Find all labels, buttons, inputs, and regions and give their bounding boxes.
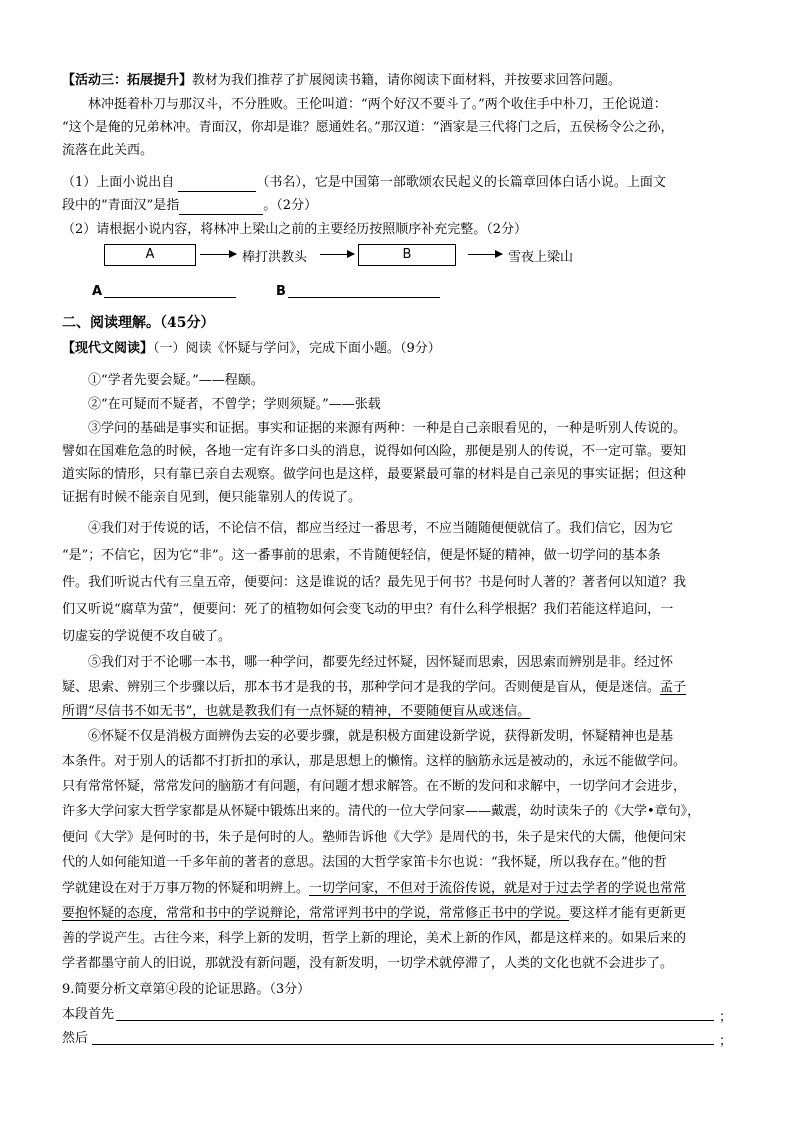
article-para-5-line: [62, 679, 686, 697]
q9-line-1-end: ；: [719, 1010, 733, 1025]
excerpt-line-3: 流落在此关西。: [62, 143, 154, 158]
article-para-4-line: 切虚妄的学说便不攻自破了。: [62, 629, 232, 644]
underlined-text: 一切学问家，不但对于流俗传说，就是对于过去学者的学说也常常: [309, 881, 687, 896]
article-para-2: ②“在可疑而不疑者，不曾学；学则须疑。”——张载: [88, 397, 381, 412]
flow-box-b[interactable]: B: [358, 244, 456, 266]
article-para-6-line: 只有常常怀疑，常常发问的脑筋才有问题，有问题才想求解答。在不断的发问和求解中，一切学问才会进步，: [62, 779, 687, 794]
answer-a-label: A: [92, 284, 103, 299]
answer-b-line[interactable]: [288, 297, 440, 298]
article-para-6-line: 代的人如何能知道一千多年前的著者的意思。法国的大哲学家笛卡尔也说：“我怀疑，所以我存在。”他的哲: [62, 855, 667, 870]
article-para-6-line: 学者都墨守前人的旧说，那就没有新问题，没有新发明，一切学术就停滞了，人类的文化也就不会进步了。: [62, 956, 674, 971]
q9-line-2-label: 然后: [62, 1031, 89, 1046]
reading-intro: （一）阅读《怀疑与学问》，完成下面小题。（9分）: [153, 341, 441, 356]
question-1-line-2: [62, 197, 317, 215]
article-para-3-line: 譬如在国难危急的时候，各地一定有许多口头的消息，说得如何凶险，那便是别人的传说，不一定可靠。要知: [62, 444, 687, 459]
activity-header: 【活动三：拓展提升】: [62, 73, 193, 88]
q9-answer-line-1[interactable]: [116, 1020, 714, 1021]
question-1-line-1: [62, 174, 666, 192]
activity-intro: 教材为我们推荐了扩展阅读书籍，请你阅读下面材料，并按要求回答问题。: [192, 73, 622, 88]
article-para-4-line: 件。我们听说古代有三皇五帝，便要问：这是谁说的话？最先见于何书？书是何时人著的？著者何以知道？我: [62, 575, 687, 590]
article-para-6-text: 学就建设在对于万事万物的怀疑和明辨上。: [62, 881, 310, 896]
article-para-5-text: 疑、思索、辨别三个步骤以后，那本书才是我的书，那种学问才是我的学问。否则便是盲从，便是迷信。: [62, 680, 661, 695]
flow-box-a[interactable]: A: [104, 244, 196, 266]
article-para-4-line: “是”；不信它，因为它“非”。这一番事前的思索，不肯随便轻信，便是怀疑的精神，做一切学问的基本条: [62, 548, 661, 563]
flow-step-4: 雪夜上梁山: [508, 250, 574, 265]
question-2: （2）请根据小说内容，将林冲上梁山之前的主要经历按照顺序补充完整。（2分）: [62, 222, 528, 237]
q9-line-1-label: 本段首先: [62, 1007, 115, 1022]
q1-text-b: （书名），它是中国第一部歌颂农民起义的长篇章回体白话小说。上面文: [256, 175, 666, 190]
underlined-text: 要抱怀疑的态度，常常和书中的学说辩论，常常评判书中的学说，常常修正书中的学说。: [62, 906, 570, 921]
activity-intro-line: [62, 72, 621, 90]
arrow-right-icon: [320, 254, 354, 255]
underlined-text: 孟子: [660, 680, 687, 695]
reading-header-line: [62, 340, 441, 358]
article-para-3-line: ③学问的基础是事实和证据。事实和证据的来源有两种：一种是自己亲眼看见的，一种是听别人传说的。: [88, 421, 687, 436]
q9-answer-line-2[interactable]: [92, 1044, 714, 1045]
excerpt-line-1: 林冲挺着朴刀与那汉斗，不分胜败。王伦叫道：“两个好汉不要斗了。”两个收住手中朴刀，王伦说道：: [88, 97, 667, 112]
excerpt-line-2: “这个是俺的兄弟林冲。青面汉，你却是谁？愿通姓名。”那汉道：“酒家是三代将门之后，五侯杨令公之孙，: [62, 120, 674, 135]
reading-header: 【现代文阅读】: [62, 341, 154, 356]
article-para-6-line: [62, 880, 686, 898]
answer-b-label: B: [276, 284, 286, 299]
q9-line-2-end: ；: [719, 1034, 733, 1049]
article-para-6-line: 善的学说产生。古往今来，科学上新的发明，哲学上新的理论，美术上新的作风，都是这样来的。如果后来的: [62, 931, 687, 946]
arrow-right-icon: [468, 254, 502, 255]
q1-text-c: 段中的“青面汉”是指: [62, 198, 180, 213]
article-para-6-line: [62, 905, 686, 923]
q1-person-blank[interactable]: [179, 201, 263, 215]
article-para-3-line: 道实际的情形，只有靠已亲自去观察。做学问也是这样，最要紧最可靠的材料是自己亲见的事实证据；但这种: [62, 467, 687, 482]
answer-a-line[interactable]: [104, 297, 236, 298]
underlined-text: 所谓“尽信书不如无书”，也就是教我们有一点怀疑的精神，不要随便盲从或迷信。: [62, 704, 531, 719]
q1-text-d: 。（2分）: [263, 198, 318, 213]
article-para-6-line: 许多大学问家大哲学家都是从怀疑中锻炼出来的。清代的一位大学问家——戴震，幼时读朱子的《大学•章句》，: [62, 804, 701, 819]
q1-book-blank[interactable]: [178, 178, 256, 192]
article-para-6-text: 要这样才能有更新更: [569, 906, 687, 921]
article-para-6-line: 便问《大学》是何时的书，朱子是何时的人。塾师告诉他《大学》是周代的书，朱子是宋代的大儒，他便问宋: [62, 830, 687, 845]
article-para-6-line: ⑥怀疑不仅是消极方面辨伪去妄的必要步骤，就是积极方面建设新学说，获得新发明，怀疑精神也是基: [88, 729, 674, 744]
arrow-right-icon: [200, 254, 236, 255]
section-2-title: 二、阅读理解。（45分）: [62, 315, 215, 331]
article-para-5-line: ⑤我们对于不论哪一本书，哪一种学问，都要先经过怀疑，因怀疑而思索，因思索而辨别是非。经过怀: [88, 655, 674, 670]
flow-step-2: 棒打洪教头: [242, 250, 308, 265]
question-9-prompt: 9.简要分析文章第④段的论证思路。（3分）: [62, 982, 311, 997]
article-para-6-line: 本条件。对于别人的话都不打折扣的承认，那是思想上的懒惰。这样的脑筋永远是被动的，永远不能做学问。: [62, 754, 687, 769]
article-para-4-line: 们又听说“腐草为萤”，便要问：死了的植物如何会变飞动的甲虫？有什么科学根据？我们若能这样追问，一: [62, 602, 674, 617]
article-para-1: ①“学者先要会疑。”——程颐。: [88, 373, 264, 388]
article-para-3-line: 证据有时候不能亲自见到，便只能靠别人的传说了。: [62, 490, 362, 505]
q1-text-a: （1）上面小说出自: [62, 175, 175, 190]
article-para-4-line: ④我们对于传说的话，不论信不信，都应当经过一番思考，不应当随随便便就信了。我们信它，因为它: [88, 521, 674, 536]
